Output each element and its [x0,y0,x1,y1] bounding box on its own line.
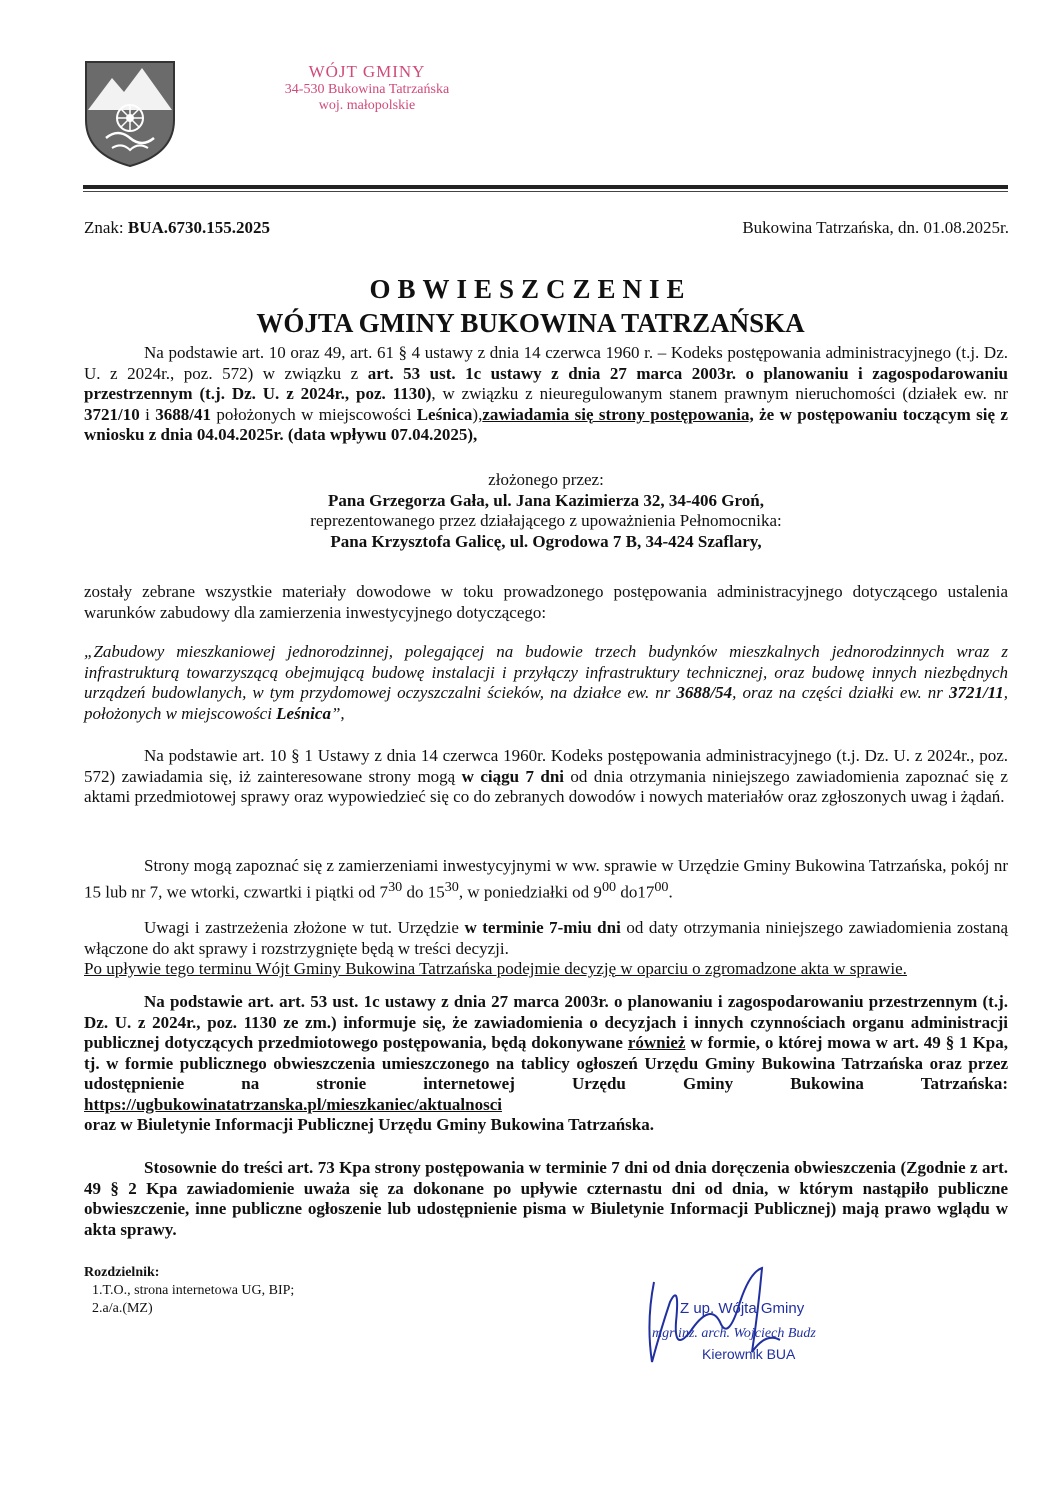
p1-text-5: ), [472,404,483,424]
quote-plot-1: 3688/54 [676,683,733,702]
p5-text-2: od daty otrzymania niniejszego zawiadomienia zostaną włączone do akt sprawy i rozstrzygnięte będą w treści decyzji. [84,918,1008,958]
document-title: OBWIESZCZENIE [369,274,692,304]
p1-bold-1: art. 53 ust. 1c ustawy z dnia 27 marca 2003r. o planowaniu i zagospodarowaniu przestrzennym (t.j. Dz. U. z 2024r., poz. 1130) [84,363,1008,403]
p4-text-4: do17 [616,882,655,902]
p3-deadline: w ciągu 7 dni [461,766,564,786]
p1-notice-underlined: zawiadamia się strony postępowania, [482,404,754,424]
distribution-label: Rozdzielnik: [84,1265,160,1280]
paragraph-review-period [84,746,1008,808]
p3-text-1: Na podstawie art. 10 § 1 Ustawy z dnia 14 czerwca 1960r. Kodeks postępowania administracyjnego (t.j. Dz. U. z 2024r., poz. 572) zawiadamia się, iż zainteresowane strony mogą [84,746,1008,786]
stamp-region: woj. małopolskie [318,97,416,113]
p5-decision-note: Po upływie tego terminu Wójt Gminy Bukowina Tatrzańska podejmie decyzję w oparciu o zgromadzone akta w sprawie. [84,959,907,978]
p6-text-2: w formie, o której mowa w art. 49 § 1 Kpa, tj. w formie publicznego obwieszczenia umieszczonego na tablicy ogłoszeń Urzędu Gminy Bukowina Tatrzańska oraz przez udostępnienie na stronie internetowej Urzędu Gminy Bukowina Tatrzańska: [84,1033,1008,1093]
applicant-block [84,470,1008,552]
p1-plot-2: 3688/41 [155,404,211,424]
p4-text-5: . [668,882,673,902]
p1-text-2: , w związku z nieuregulowanym stanem prawnym nieruchomości (działek ew. nr [431,384,1008,403]
distribution-list [84,1264,294,1318]
p4-text-1: Strony mogą zapoznać się z zamierzeniami inwestycyjnymi w ww. sprawie w Urzędzie Gminy Bukowina Tatrzańska, pokój nr 15 lub nr 7, we wtorki, czwartki i piątki od 7 [84,856,1008,902]
paragraph-access-rights [84,1158,1008,1240]
office-stamp [262,62,472,114]
p5-deadline: w terminie 7-miu dni [464,918,621,937]
quote-text-1: „Zabudowy mieszkaniowej jednorodzinnej, polegającej na budowie trzech budynków mieszkalnych jednorodzinnych wraz z infrastrukturą towarzyszącą obejmującą budowę instalacji i przyłączy infrastruktury technicznej, oraz budowę innych niezbędnych urządzeń budowlanych, w tym przydomowej oczyszczalni ścieków, na działce ew. nr [84,642,1008,702]
signature-line-3: Kierownik BUA [702,1346,796,1362]
p5-text-1: Uwagi i zastrzeżenia złożone w tut. Urzędzie [144,918,465,937]
signature-block [640,1262,860,1392]
quote-plot-2: 3721/11 [948,683,1004,702]
stamp-title: WÓJT GMINY [308,62,426,81]
p3-text-2: od dnia otrzymania niniejszego zawiadomienia zapoznać się z aktami przedmiotowej sprawy oraz wypowiedzieć się co do zebranych dowodów i nowych materiałów oraz zgłoszonych uwag i żądań. [84,766,1008,806]
distribution-item-1: 1.T.O., strona internetowa UG, BIP; [92,1283,295,1298]
p6-bip-note: oraz w Biuletynie Informacji Publicznej Urzędu Gminy Bukowina Tatrzańska. [84,1115,654,1134]
header-divider-thin [83,191,1008,192]
applicant-name: Pana Grzegorza Gała, ul. Jana Kazimierza 32, 34-406 Groń, [328,490,764,510]
website-link[interactable]: https://ugbukowinatatrzanska.pl/mieszkaniec/aktualnosci [84,1094,502,1114]
quote-locality: Leśnica [276,703,331,723]
paragraph-public-notice [84,992,1008,1136]
p1-plot-1: 3721/10 [84,404,140,424]
municipality-crest [82,58,178,170]
quote-text-2: , oraz na części działki ew. nr [732,683,949,702]
reference-value: BUA.6730.155.2025 [127,218,271,237]
p6-also-underlined: również [627,1033,686,1052]
p7-text: Stosownie do treści art. 73 Kpa strony postępowania w terminie 7 dni od dnia doręczenia obwieszczenia (Zgodnie z art. 49 § 2 Kpa zawiadomienie uważa się za dokonane po upływie czternastu dni od dnia, w którym nastąpiło publiczne obwieszczenie, inne publiczne ogłoszenie lub udostępnienie pisma w Biuletynie Informacji Publicznej) mają prawo wglądu w akta sprawy. [84,1158,1008,1239]
p2-text: zostały zebrane wszystkie materiały dowodowe w toku prowadzonego postępowania administracyjnego dotyczącego ustalenia warunków zabudowy dla zamierzenia inwestycyjnego dotyczącego: [84,582,1008,622]
representative-intro: reprezentowanego przez działającego z upoważnienia Pełnomocnika: [310,511,782,530]
p1-text-1: Na podstawie art. 10 oraz 49, art. 61 § 4 ustawy z dnia 14 czerwca 1960 r. – Kodeks postępowania administracyjnego (t.j. Dz. U. z 2024r., poz. 572) w związku z [84,343,1008,383]
applicant-intro: złożonego przez: [488,470,604,489]
reference-number [84,218,270,238]
p4-sup-1: 30 [388,878,403,895]
quote-text-4: ”, [330,703,345,723]
investment-description [84,642,1008,724]
p4-text-2: do 15 [402,882,445,902]
p6-text-1: Na podstawie art. art. 53 ust. 1c ustawy z dnia 27 marca 2003r. o planowaniu i zagospodarowaniu przestrzennym (t.j. Dz. U. z 2024r., poz. 1130 ze zm.) informuje się, że zawiadomienia o decyzjach i innych czynnościach organu administracji publicznej dotyczących przedmiotowego postępowania, będą dokonywane [84,992,1008,1052]
representative-name: Pana Krzysztofa Galicę, ul. Ogrodowa 7 B, 34-424 Szaflary, [330,531,762,551]
p1-bold-2: że w postępowaniu toczącym się z wniosku z dnia 04.04.2025r. (data wpływu 07.04.2025), [84,404,1008,444]
header-divider [83,185,1008,189]
document-subtitle: WÓJTA GMINY BUKOWINA TATRZAŃSKA [256,308,805,338]
p1-text-4: położonych w miejscowości [210,404,417,424]
signature-line-2: mgr inż. arch. Wojciech Budz [652,1326,816,1341]
p1-text-3: i [139,404,156,424]
distribution-item-2: 2.a/a.(MZ) [92,1301,153,1316]
signature-line-1: Z up. Wójta Gminy [680,1300,805,1317]
p4-text-3: , w poniedziałki od 9 [458,882,602,902]
p4-sup-2: 30 [444,878,459,895]
paragraph-legal-basis [84,343,1008,446]
document-date: Bukowina Tatrzańska, dn. 01.08.2025r. [742,218,1009,237]
p4-sup-3: 00 [601,878,617,895]
paragraph-materials [84,582,1008,623]
p1-locality: Leśnica [416,404,473,424]
paragraph-remarks [84,918,1008,980]
p4-sup-4: 00 [654,878,669,895]
quote-text-3: , położonych w miejscowości [84,683,1008,723]
reference-label: Znak: [84,218,124,237]
stamp-address: 34-530 Bukowina Tatrzańska [284,81,450,97]
paragraph-office-hours [84,856,1008,903]
